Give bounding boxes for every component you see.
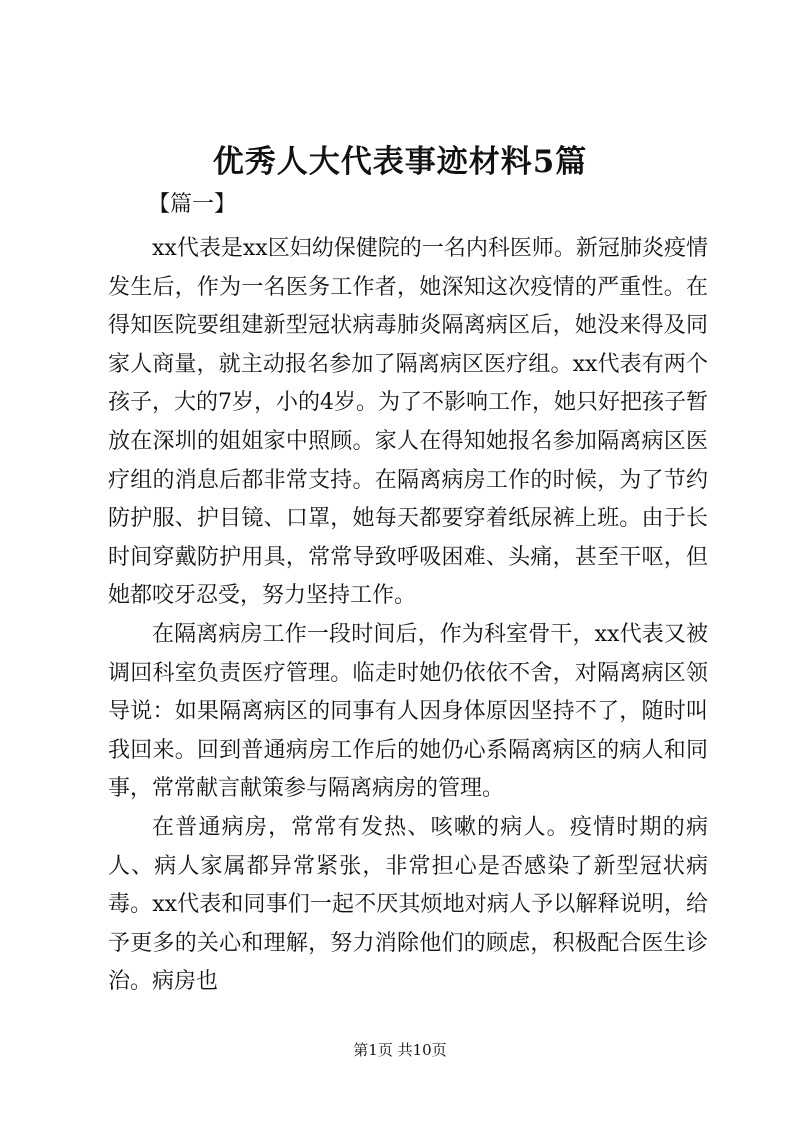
document-body xyxy=(108,230,708,1002)
paragraph-1: xx代表是xx区妇幼保健院的一名内科医师。新冠肺炎疫情发生后，作为一名医务工作者，她深知这次疫情的严重性。在得知医院要组建新型冠状病毒肺炎隔离病区后，她没来得及同家人商量，就主动报名参加了隔离病区医疗组。xx代表有两个孩子，大的7岁，小的4岁。为了不影响工作，她只好把孩子暂放在深圳的姐姐家中照顾。家人在得知她报名参加隔离病区医疗组的消息后都非常支持。在隔离病房工作的时候，为了节约防护服、护目镜、口罩，她每天都要穿着纸尿裤上班。由于长时间穿戴防护用具，常常导致呼吸困难、头痛，甚至干呕，但她都咬牙忍受，努力坚持工作。 xyxy=(108,236,708,609)
section-label: 【篇一】 xyxy=(148,192,237,217)
paragraph-3: 在普通病房，常常有发热、咳嗽的病人。疫情时期的病人、病人家属都异常紧张，非常担心是否感染了新型冠状病毒。xx代表和同事们一起不厌其烦地对病人予以解释说明，给予更多的关心和理解，努力消除他们的顾虑，积极配合医生诊治。病房也 xyxy=(108,814,708,995)
paragraph-2: 在隔离病房工作一段时间后，作为科室骨干，xx代表又被调回科室负责医疗管理。临走时她仍依依不舍，对隔离病区领导说：如果隔离病区的同事有人因身体原因坚持不了，随时叫我回来。回到普通病房工作后的她仍心系隔离病区的病人和同事，常常献言献策参与隔离病房的管理。 xyxy=(108,621,708,802)
document-title: 优秀人大代表事迹材料5篇 xyxy=(212,144,588,180)
page-indicator: 第1页 共10页 xyxy=(353,1041,447,1059)
